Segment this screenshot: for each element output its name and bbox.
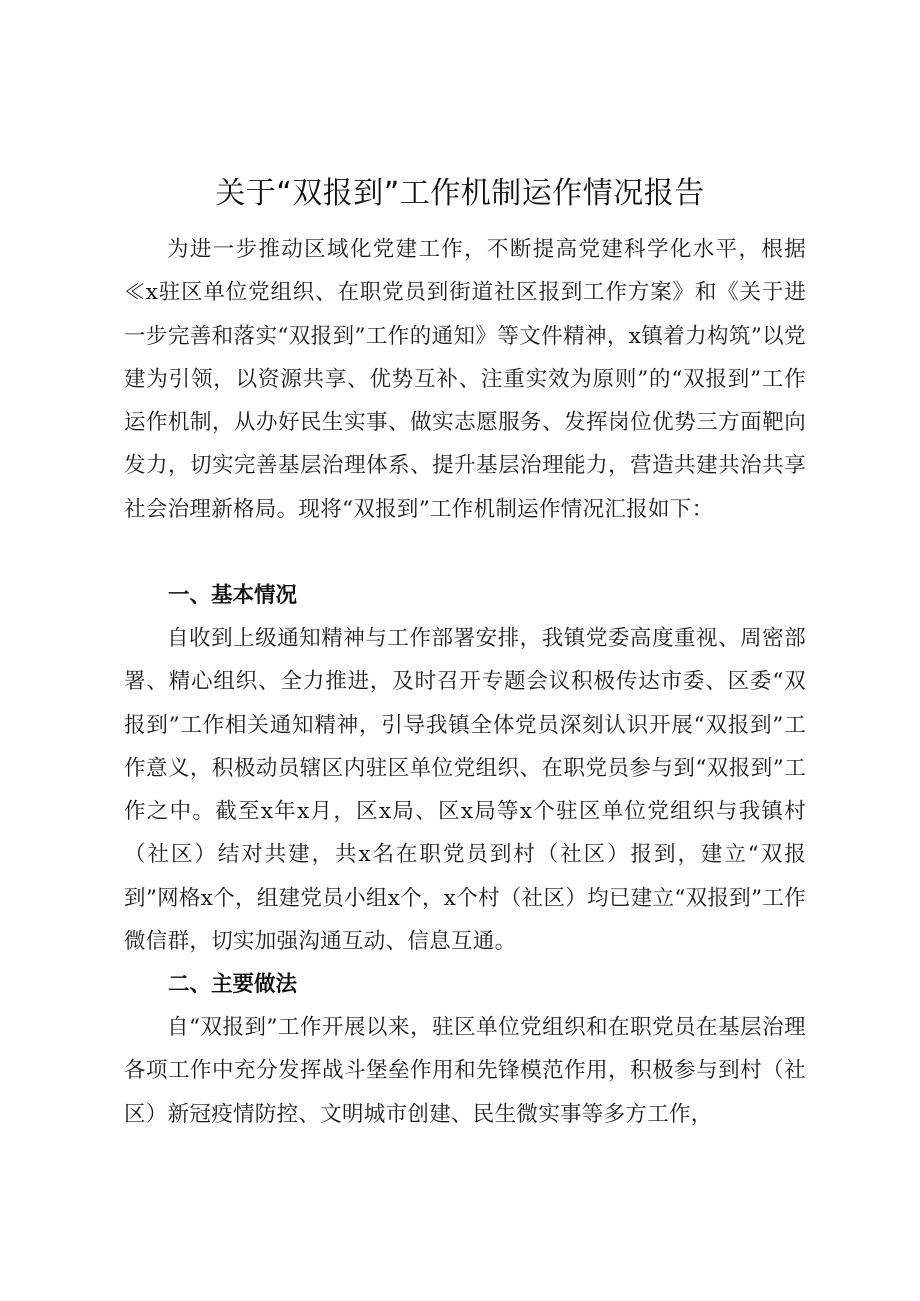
basic-situation-paragraph: 自收到上级通知精神与工作部署安排，我镇党委高度重视、周密部署、精心组织、全力推进，及时召开专题会议积极传达市委、区委“双报到”工作相关通知精神，引导我镇全体党员深刻认识开展“双报到”工作意义，积极动员辖区内驻区单位党组织、在职党员参与到“双报到”工作之中。截至x年x月，区x局、区x局等x个驻区单位党组织与我镇村（社区）结对共建，共x名在职党员到村（社区）报到，建立“双报到”网格x个，组建党员小组x个，x个村（社区）均已建立“双报到”工作微信群，切实加强沟通互动、信息互通。 [124, 626, 806, 955]
section-heading-basic: 一、基本情况 [168, 583, 298, 608]
main-practice-paragraph: 自“双报到”工作开展以来，驻区单位党组织和在职党员在基层治理各项工作中充分发挥战斗堡垒作用和先锋模范作用，积极参与到村（社区）新冠疫情防控、文明城市创建、民生微实事等多方工作， [124, 1015, 806, 1127]
document-title: 关于“双报到”工作机制运作情况报告 [215, 176, 705, 211]
intro-paragraph: 为进一步推动区域化党建工作，不断提高党建科学化水平，根据≪x驻区单位党组织、在职党员到街道社区报到工作方案》和《关于进一步完善和落实“双报到”工作的通知》等文件精神，x镇着力构筑”以党建为引领，以资源共享、优势互补、注重实效为原则”的“双报到”工作运作机制，从办好民生实事、做实志愿服务、发挥岗位优势三方面靶向发力，切实完善基层治理体系、提升基层治理能力，营造共建共治共享社会治理新格局。现将“双报到”工作机制运作情况汇报如下： [124, 237, 806, 522]
section-heading-practice: 二、主要做法 [168, 972, 298, 997]
